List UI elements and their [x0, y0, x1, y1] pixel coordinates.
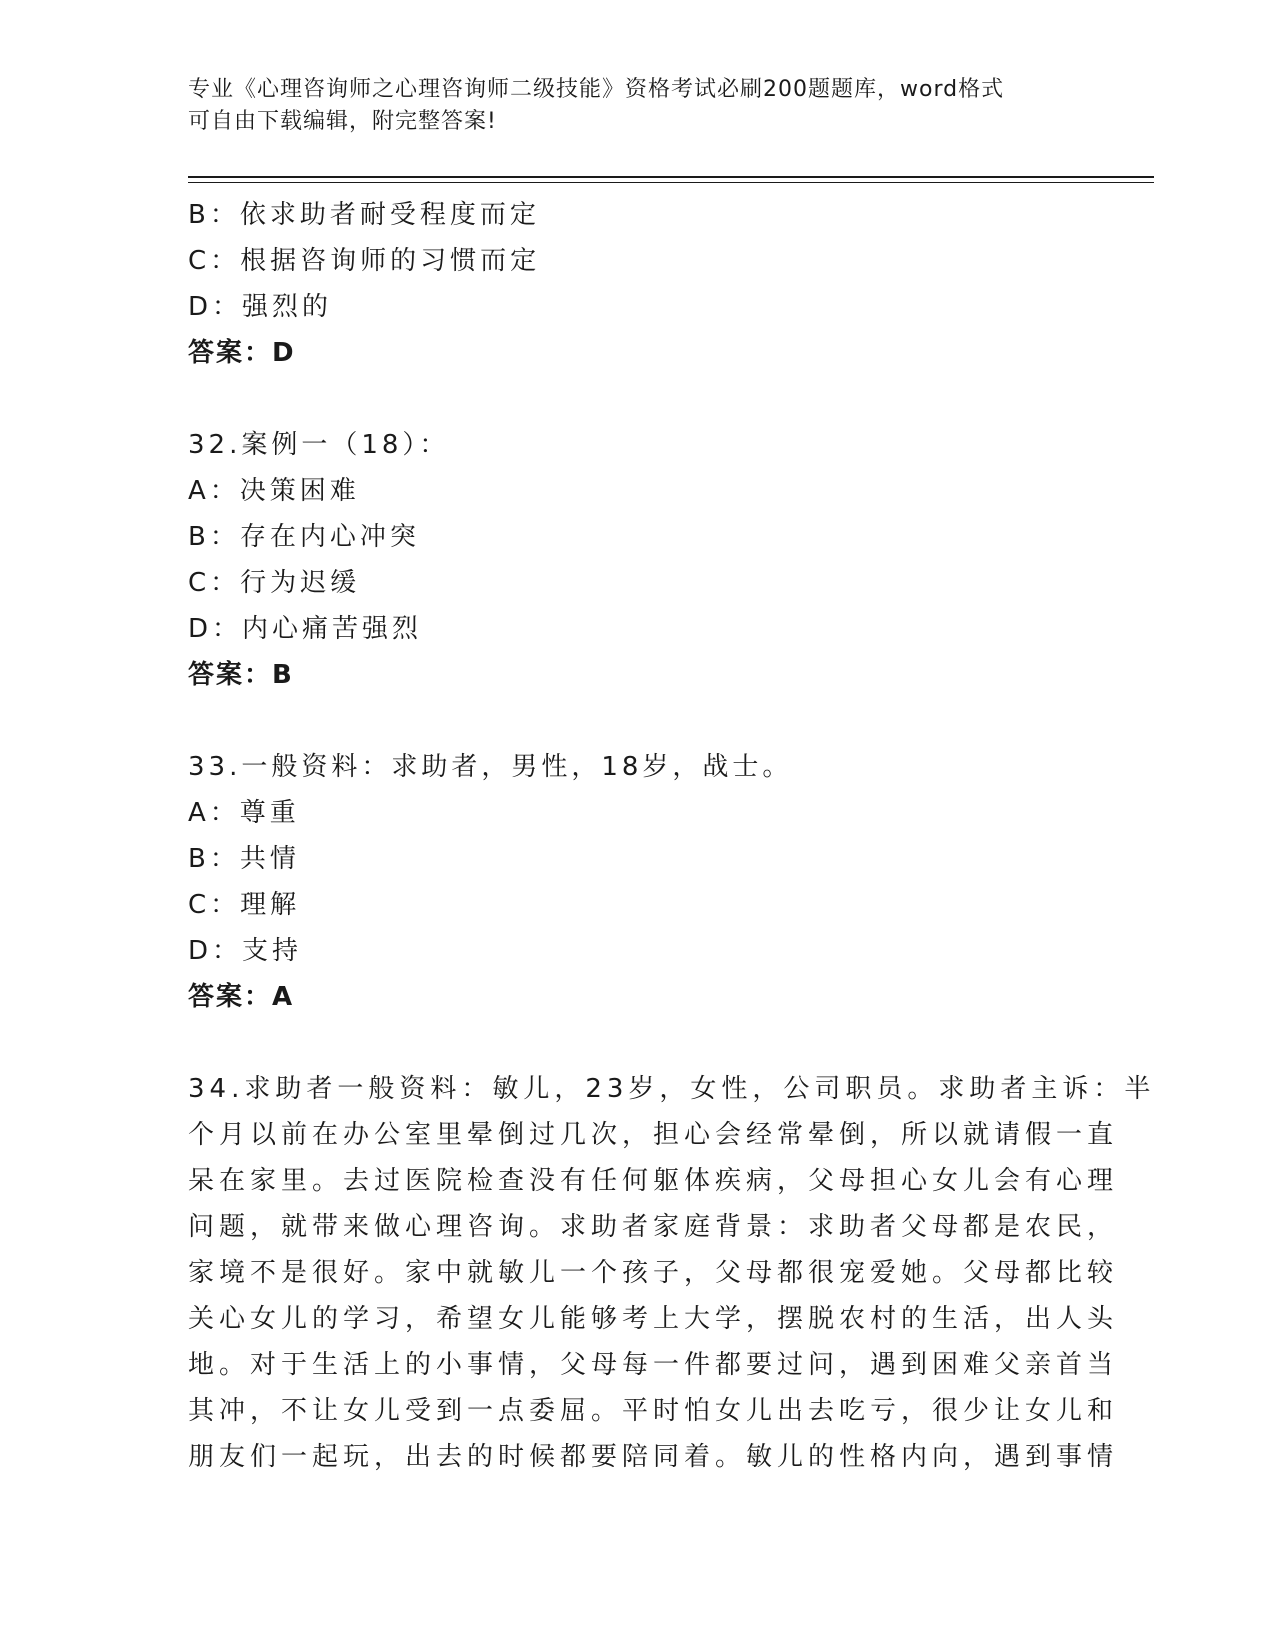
question-stem-line: 呆在家里。去过医院检查没有任何躯体疾病，父母担心女儿会有心理: [188, 1166, 1119, 1196]
header-divider-thin: [188, 182, 1154, 183]
answer-label: 答案：B: [188, 660, 294, 690]
option-b: B：共情: [188, 844, 300, 874]
question-stem-line: 家境不是很好。家中就敏儿一个孩子，父母都很宠爱她。父母都比较: [188, 1258, 1119, 1288]
option-c: C：行为迟缓: [188, 568, 361, 598]
header-divider-thick: [188, 176, 1154, 178]
option-a: A：决策困难: [188, 476, 360, 506]
option-c: C：理解: [188, 890, 301, 920]
option-d: D：支持: [188, 936, 303, 966]
option-d: D：内心痛苦强烈: [188, 614, 423, 644]
question-stem-line: 其冲，不让女儿受到一点委屈。平时怕女儿出去吃亏，很少让女儿和: [188, 1396, 1119, 1426]
question-stem-line: 34.求助者一般资料：敏儿，23岁，女性，公司职员。求助者主诉：半: [188, 1074, 1156, 1104]
option-b: B：依求助者耐受程度而定: [188, 200, 540, 230]
question-stem-line: 问题，就带来做心理咨询。求助者家庭背景：求助者父母都是农民，: [188, 1212, 1119, 1242]
option-a: A：尊重: [188, 798, 300, 828]
question-stem: 32.案例一（18）：: [188, 430, 450, 460]
answer-label: 答案：A: [188, 982, 295, 1012]
document-header: [188, 74, 1068, 138]
option-b: B：存在内心冲突: [188, 522, 420, 552]
question-stem: 33.一般资料：求助者，男性，18岁，战士。: [188, 752, 793, 782]
option-c: C：根据咨询师的习惯而定: [188, 246, 541, 276]
question-stem-line: 关心女儿的学习，希望女儿能够考上大学，摆脱农村的生活，出人头: [188, 1304, 1119, 1334]
question-stem-line: 个月以前在办公室里晕倒过几次，担心会经常晕倒，所以就请假一直: [188, 1120, 1119, 1150]
question-content: [188, 192, 1156, 1480]
question-34: [188, 1066, 1156, 1480]
question-33: [188, 744, 1088, 1020]
question-31-tail: [188, 192, 1088, 376]
header-title-line-2: 可自由下载编辑，附完整答案!: [188, 109, 497, 134]
question-32: [188, 422, 1088, 698]
option-d: D：强烈的: [188, 292, 333, 322]
question-spacer: [188, 376, 1088, 422]
answer-label: 答案：D: [188, 338, 296, 368]
question-spacer: [188, 698, 1088, 744]
question-stem-line: 朋友们一起玩，出去的时候都要陪同着。敏儿的性格内向，遇到事情: [188, 1442, 1119, 1472]
question-stem-line: 地。对于生活上的小事情，父母每一件都要过问，遇到困难父亲首当: [188, 1350, 1119, 1380]
question-spacer: [188, 1020, 1088, 1066]
header-title-line-1: 专业《心理咨询师之心理咨询师二级技能》资格考试必刷200题题库，word格式: [188, 77, 1005, 102]
